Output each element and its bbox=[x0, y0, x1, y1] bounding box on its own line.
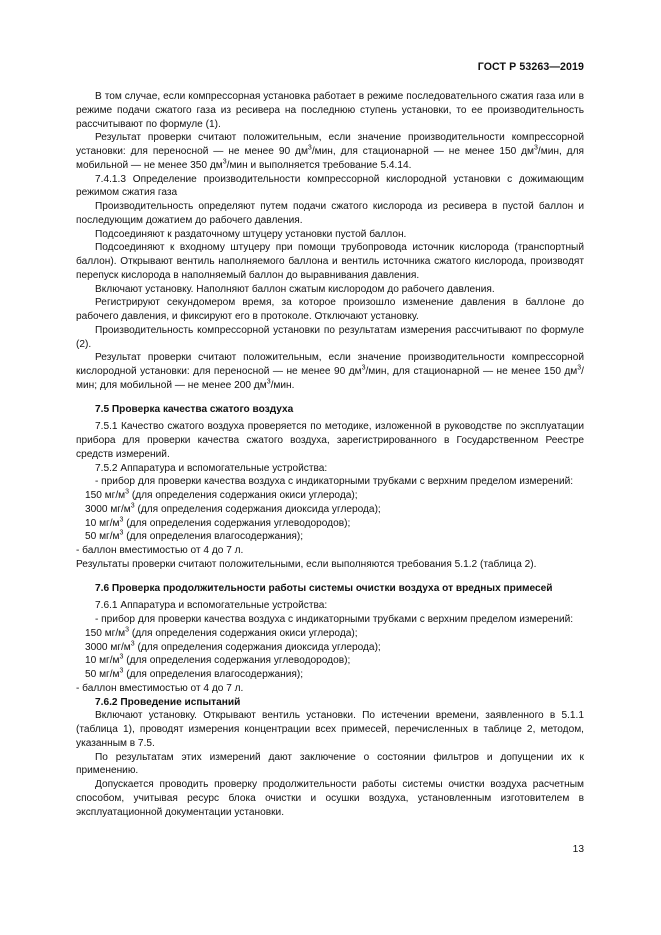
document-header: ГОСТ Р 53263—2019 bbox=[477, 61, 584, 73]
list-item: 10 $мг/м^3$ (для определения содержания углеводородов); bbox=[85, 516, 351, 529]
paragraph: - баллон вместимостью от 4 до 7 л. bbox=[76, 545, 244, 556]
list-item: 10 $мг/м^3$ (для определения содержания углеводородов); bbox=[85, 653, 351, 667]
paragraph: 7.4.1.3 Определение производительности компрессорной кислородной установки с дожимающим режимом сжатия газа bbox=[76, 173, 584, 199]
list-item: 3000 $мг/м^3$ (для определения содержания диоксида углерода); bbox=[85, 502, 381, 515]
paragraph: По результатам этих измерений дают заключение о состоянии фильтров и допущении их к применению. bbox=[76, 751, 584, 777]
list-item: 150 $мг/м^3$ (для определения содержания окиси углерода); bbox=[85, 488, 358, 501]
paragraph: Допускается проводить проверку продолжительности работы системы очистки воздуха расчетным способом, учитывая ресурс блока очистки и осушки воздуха, установленным изготовителем в эксплуатационной документации установки. bbox=[76, 779, 584, 818]
paragraph: Результат проверки считают положительным, если значение производительности компрессорной кислородной установки: для переносной — не менее 90 $дм^3$/мин, для стационарной — не менее 150 $дм^3$/мин; для мобильной — не менее 200 $дм^3$/мин. bbox=[76, 352, 584, 391]
paragraph: 7.5.1 Качество сжатого воздуха проверяется по методике, изложенной в руководстве по эксплуатации прибора для проверки качества сжатого воздуха, зарегистрированного в Государственном Реестре средств измерений. bbox=[76, 421, 584, 460]
paragraph: 7.5.2 Аппаратура и вспомогательные устройства: bbox=[95, 462, 328, 474]
paragraph: Результат проверки считают положительным, если значение производительности компрессорной установки: для переносной — не менее 90 $дм^3$/мин, для стационарной — не менее 150 $дм^3$/мин, для мобильной — не менее 350 $дм^3$/мин и выполняется требование 5.4.14. bbox=[76, 132, 584, 171]
paragraph: - прибор для проверки качества воздуха с индикаторными трубками с верхним пределом измерений: bbox=[95, 476, 574, 488]
paragraph: - баллон вместимостью от 4 до 7 л. bbox=[76, 682, 244, 694]
list-item: 50 $мг/м^3$ (для определения влагосодержания); bbox=[85, 529, 304, 543]
paragraph: Регистрируют секундомером время, за которое произошло изменение давления в баллоне до рабочего давления, и фиксируют его в протоколе. Отключают установку. bbox=[76, 297, 584, 322]
list-item: 50 $мг/м^3$ (для определения влагосодержания); bbox=[85, 667, 304, 680]
paragraph: Производительность определяют путем подачи сжатого кислорода из ресивера в пустой баллон и последующим дожатием до рабочего давления. bbox=[76, 201, 584, 226]
page-number: 13 bbox=[572, 844, 584, 855]
paragraph: - прибор для проверки качества воздуха с индикаторными трубками с верхним пределом измерений: bbox=[95, 614, 574, 625]
paragraph: Производительность компрессорной установки по результатам измерения рассчитывают по формуле (2). bbox=[76, 324, 584, 350]
paragraph: В том случае, если компрессорная установка работает в режиме последовательного сжатия газа или в режиме подачи сжатого газа из ресивера на последнюю ступень установки, то ее производительность рассчитывают по формуле (1). bbox=[76, 91, 584, 130]
paragraph: Включают установку. Открывают вентиль установки. По истечении времени, заявленного в 5.1.1 (таблица 1), проводят измерения концентрации всех примесей, перечисленных в таблице 2, методом, указанным в 7.5. bbox=[76, 710, 584, 749]
document-body bbox=[76, 90, 584, 819]
list-item: 150 $мг/м^3$ (для определения содержания окиси углерода); bbox=[85, 626, 358, 639]
paragraph: Подсоединяют к раздаточному штуцеру установки пустой баллон. bbox=[95, 228, 407, 240]
paragraph: 7.6.1 Аппаратура и вспомогательные устройства: bbox=[95, 600, 328, 612]
list-item: 3000 $мг/м^3$ (для определения содержания диоксида углерода); bbox=[85, 640, 381, 653]
section-heading-7-6: 7.6 Проверка продолжительности работы системы очистки воздуха от вредных примесей bbox=[95, 582, 553, 594]
paragraph: Включают установку. Наполняют баллон сжатым кислородом до рабочего давления. bbox=[95, 283, 495, 295]
paragraph: Результаты проверки считают положительными, если выполняются требования 5.1.2 (таблица 2). bbox=[76, 558, 537, 570]
paragraph: Подсоединяют к входному штуцеру при помощи трубопровода источник кислорода (транспортный баллон). Открывают вентиль наполняемого баллона и вентиль источника сжатого кислорода, производят перепуск кислорода в наполняемый баллон до выравнивания давления. bbox=[76, 242, 584, 281]
subsection-heading-7-6-2: 7.6.2 Проведение испытаний bbox=[95, 696, 241, 708]
section-heading-7-5: 7.5 Проверка качества сжатого воздуха bbox=[95, 403, 294, 415]
